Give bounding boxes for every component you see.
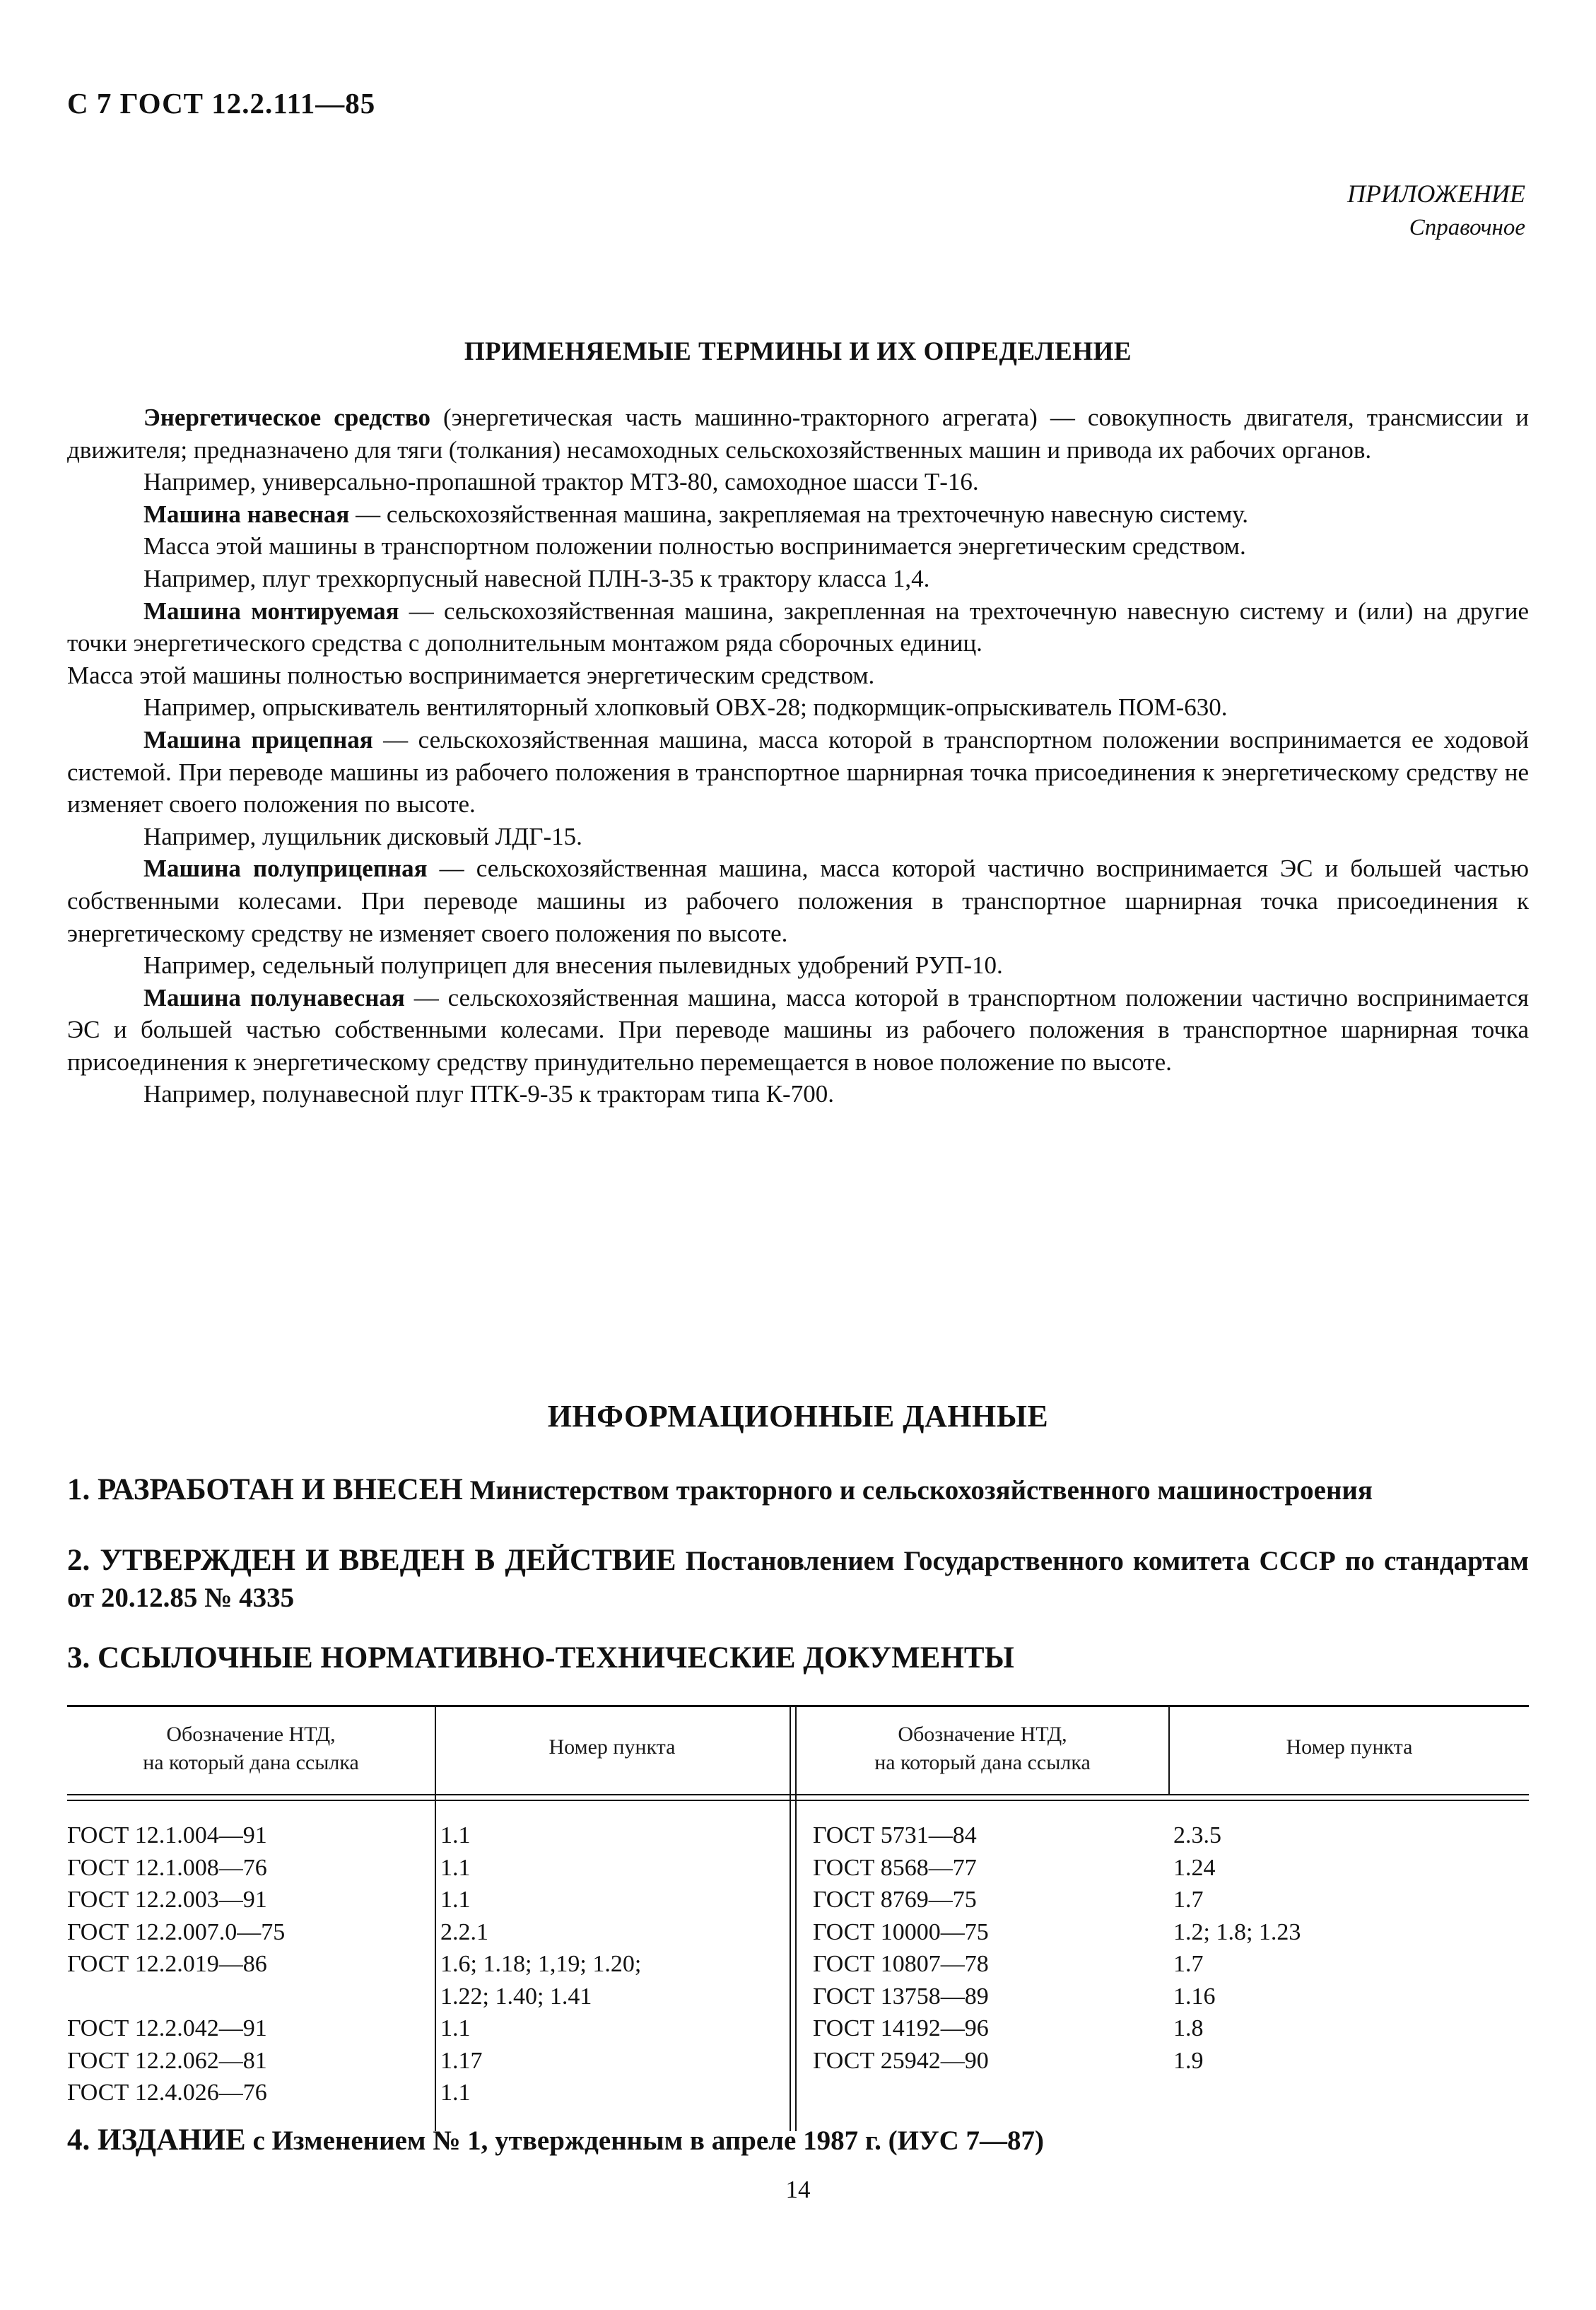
term-definition: Например, опрыскиватель вентиляторный хлопковый ОВХ-28; подкормщик-опрыскиватель ПОМ-630. — [143, 693, 1228, 722]
info-section-title: ИНФОРМАЦИОННЫЕ ДАННЫЕ — [547, 1399, 1049, 1434]
table-cell: ГОСТ 12.4.026—76 — [67, 2080, 267, 2106]
info-item-developed — [67, 1472, 1529, 1509]
table-cell: 1.17 — [440, 2047, 483, 2074]
table-column-divider — [435, 1705, 436, 2131]
table-cell: ГОСТ 8769—75 — [813, 1887, 977, 1913]
term-paragraph — [67, 1078, 1529, 1110]
info-item-approved-caps: 2. УТВЕРЖДЕН И ВВЕДЕН В ДЕЙСТВИЕ — [67, 1544, 676, 1577]
table-cell: 1.16 — [1173, 1983, 1216, 2010]
table-column-clause-left — [440, 1819, 641, 2109]
term-paragraph — [67, 563, 1529, 595]
table-cell: ГОСТ 10000—75 — [813, 1918, 989, 1945]
info-item-references — [67, 1640, 1529, 1677]
table-cell: 1.2; 1.8; 1.23 — [1173, 1918, 1301, 1945]
table-header-doc-designation: Обозначение НТД, на который дана ссылка — [143, 1723, 359, 1774]
table-cell: 1.1 — [440, 1854, 471, 1881]
term-paragraph — [67, 595, 1529, 659]
table-column-clause-right — [1173, 1819, 1301, 2077]
term-name: Машина монтируемая — [143, 597, 399, 625]
table-cell: ГОСТ 12.2.062—81 — [67, 2047, 267, 2074]
appendix-label-block — [1347, 177, 1525, 245]
table-header-rule-lower — [67, 1800, 1529, 1801]
info-item-approved — [67, 1542, 1529, 1617]
term-definition: — сельскохозяйственная машина, масса которой частично воспринимается ЭС и большей частью собственными колесами. При переводе машины из рабочего положения в транспортное шарнирная точка присоединения к энергетическому средству не изменяет своего положения по высоте. — [67, 855, 1529, 947]
term-definition: Масса этой машины в транспортном положении полностью воспринимается энергетическим средством. — [143, 532, 1246, 561]
table-cell: ГОСТ 12.2.007.0—75 — [67, 1918, 286, 1945]
table-cell: ГОСТ 12.2.019—86 — [67, 1951, 267, 1977]
info-item-edition — [67, 2122, 1529, 2159]
term-definition: Например, полунавесной плуг ПТК-9-35 к тракторам типа К-700. — [143, 1080, 834, 1108]
table-header-clause-number: Номер пункта — [1286, 1735, 1413, 1759]
term-name: Энергетическое средство — [143, 404, 430, 431]
table-header-clause-number: Номер пункта — [548, 1735, 676, 1759]
term-definition: Масса этой машины полностью воспринимается энергетическим средством. — [67, 661, 875, 689]
term-paragraph — [67, 498, 1529, 531]
term-paragraph — [67, 724, 1529, 821]
references-table — [67, 1705, 1529, 2131]
table-cell: 1.22; 1.40; 1.41 — [440, 1983, 592, 2010]
table-cell: ГОСТ 10807—78 — [813, 1951, 989, 1977]
info-item-approved-text: Постановлением Государственного комитета СССР по стандартам от 20.12.85 № 4335 — [67, 1546, 1529, 1613]
appendix-label: ПРИЛОЖЕНИЕ — [1347, 180, 1525, 208]
term-definition: (энергетическая часть машинно-тракторного агрегата) — совокупность двигателя, трансмиссии и движителя; предназначено для тяги (толкания) несамоходных сельскохозяйственных машин и привода их рабочих органов. — [67, 404, 1529, 464]
table-cell: ГОСТ 13758—89 — [813, 1983, 989, 2010]
table-cell: ГОСТ 14192—96 — [813, 2015, 989, 2041]
table-cell: ГОСТ 12.1.008—76 — [67, 1854, 267, 1881]
table-cell: ГОСТ 12.2.042—91 — [67, 2015, 267, 2041]
term-paragraph — [67, 982, 1529, 1079]
table-cell: 1.1 — [440, 2080, 471, 2106]
term-paragraph — [67, 949, 1529, 982]
table-cell: 1.24 — [1173, 1854, 1216, 1881]
terms-body — [67, 401, 1529, 1110]
table-cell: ГОСТ 25942—90 — [813, 2047, 989, 2074]
term-definition: Например, седельный полуприцеп для внесения пылевидных удобрений РУП-10. — [143, 951, 1003, 980]
term-definition: — сельскохозяйственная машина, масса которой в транспортном положении частично воспринимается ЭС и большей частью собственными колесами. При переводе машины из рабочего положения в транспортное шарнирная точка присоединения к энергетическому средству принудительно перемещается в новое положение по высоте. — [67, 983, 1529, 1076]
table-column-doc-right — [813, 1819, 989, 2077]
page-number: 14 — [785, 2176, 811, 2203]
table-top-rule — [67, 1705, 1529, 1707]
term-paragraph — [67, 530, 1529, 563]
term-name: Машина полуприцепная — [143, 855, 428, 883]
term-name: Машина полунавесная — [143, 983, 405, 1012]
term-name: Машина навесная — [143, 500, 350, 528]
term-paragraph — [67, 821, 1529, 853]
table-cell: 2.2.1 — [440, 1918, 488, 1945]
table-cell: 2.3.5 — [1173, 1822, 1221, 1848]
term-definition: — сельскохозяйственная машина, закрепляемая на трехточечную навесную систему. — [349, 500, 1248, 528]
info-item-edition-text: с Изменением № 1, утвержденным в апреле 1987 г. (ИУС 7—87) — [245, 2126, 1045, 2156]
term-definition: — сельскохозяйственная машина, закрепленная на трехточечную навесную систему и (или) на другие точки энергетического средства с дополнительным монтажом ряда сборочных единиц. — [67, 597, 1529, 657]
term-paragraph — [67, 691, 1529, 724]
table-cell: ГОСТ 12.1.004—91 — [67, 1822, 267, 1848]
table-cell: 1.7 — [1173, 1887, 1204, 1913]
term-paragraph — [67, 852, 1529, 949]
table-header-doc-designation: Обозначение НТД, на который дана ссылка — [874, 1723, 1091, 1774]
term-name: Машина прицепная — [143, 725, 373, 754]
term-definition: Например, плуг трехкорпусный навесной ПЛН-3-35 к трактору класса 1,4. — [143, 564, 930, 592]
table-column-doc-left — [67, 1819, 285, 2109]
table-cell: 1.8 — [1173, 2015, 1204, 2041]
table-cell: 1.1 — [440, 1822, 471, 1848]
terms-section-title: ПРИМЕНЯЕМЫЕ ТЕРМИНЫ И ИХ ОПРЕДЕЛЕНИЕ — [464, 337, 1132, 366]
term-definition: — сельскохозяйственная машина, масса которой в транспортном положении воспринимается ее ходовой системой. При переводе машины из рабочего положения в транспортное шарнирная точка присоединения к энергетическому средству не изменяет своего положения по высоте. — [67, 725, 1529, 819]
table-header-rule-upper — [67, 1794, 1529, 1795]
table-cell: ГОСТ 12.2.003—91 — [67, 1887, 267, 1913]
table-cell: ГОСТ 5731—84 — [813, 1822, 977, 1848]
table-cell: 1.1 — [440, 1887, 471, 1913]
info-item-references-caps: 3. ССЫЛОЧНЫЕ НОРМАТИВНО-ТЕХНИЧЕСКИЕ ДОКУМЕНТЫ — [67, 1641, 1014, 1675]
info-item-edition-caps: 4. ИЗДАНИЕ — [67, 2123, 246, 2157]
table-cell: 1.9 — [1173, 2047, 1204, 2074]
term-definition: Например, универсально-пропашной трактор МТЗ-80, самоходное шасси Т-16. — [143, 468, 979, 496]
table-cell: ГОСТ 8568—77 — [813, 1854, 977, 1881]
table-cell — [67, 1981, 285, 2013]
appendix-status: Справочное — [1409, 215, 1525, 240]
table-cell: 1.1 — [440, 2015, 471, 2041]
table-cell: 1.6; 1.18; 1,19; 1.20; — [440, 1951, 642, 1977]
term-definition: Например, лущильник дисковый ЛДГ-15. — [143, 822, 582, 850]
info-item-developed-text: Министерством тракторного и сельскохозяйственного машиностроения — [462, 1475, 1373, 1506]
term-paragraph — [67, 401, 1529, 466]
term-paragraph — [67, 466, 1529, 498]
info-item-developed-caps: 1. РАЗРАБОТАН И ВНЕСЕН — [67, 1473, 463, 1506]
running-head: С 7 ГОСТ 12.2.111—85 — [67, 87, 376, 119]
table-double-divider-left — [790, 1705, 791, 2131]
table-cell: 1.7 — [1173, 1951, 1204, 1977]
term-paragraph — [67, 659, 1529, 692]
